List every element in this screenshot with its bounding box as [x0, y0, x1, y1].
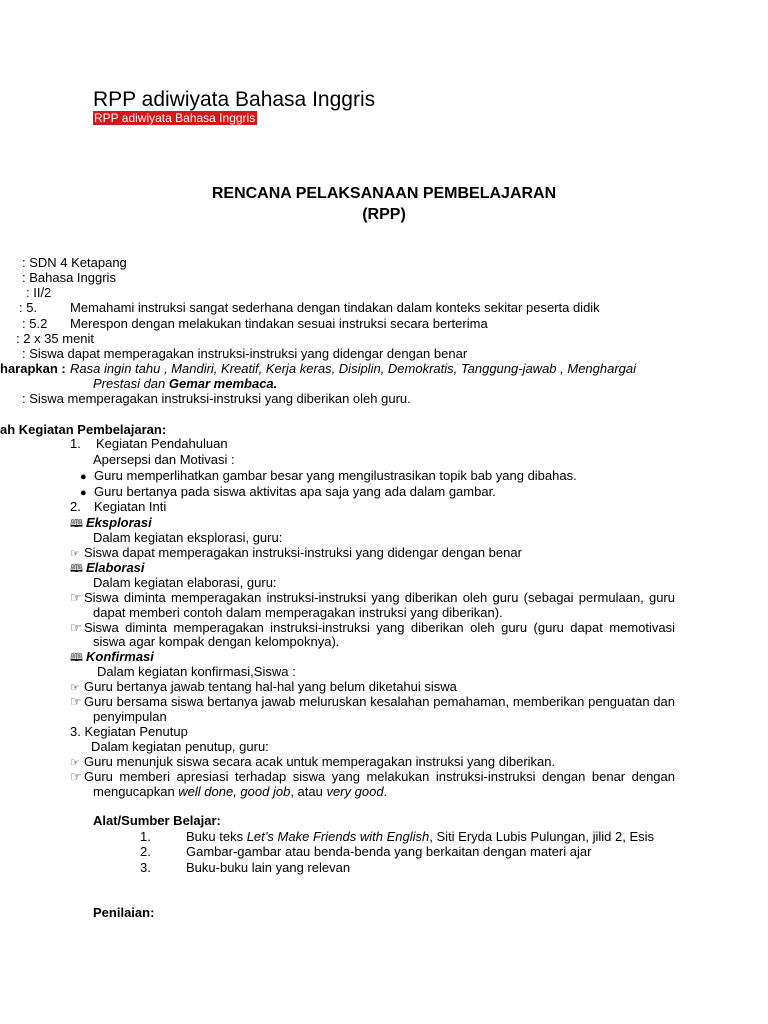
- confirmation-item-2-cont: penyimpulan: [93, 709, 167, 724]
- character-values-2: [93, 376, 277, 391]
- document-sublabel[interactable]: RPP adiwiyata Bahasa Inggris: [94, 111, 256, 125]
- bullet-text: Guru memperlihatkan gambar besar yang mengilustrasikan topik bab yang dibahas.: [94, 468, 577, 483]
- document-title: RPP adiwiyata Bahasa Inggris: [93, 88, 376, 111]
- exploration-intro: Dalam kegiatan eksplorasi, guru:: [93, 530, 283, 545]
- bullet-text: Guru bertanya pada siswa aktivitas apa saja yang ada dalam gambar.: [94, 484, 496, 499]
- steps-title: ah Kegiatan Pembelajaran:: [0, 422, 167, 437]
- pointing-hand-icon: ☞: [70, 548, 80, 560]
- class-value: : II/2: [26, 285, 52, 300]
- time-value: : 2 x 35 menit: [16, 331, 95, 346]
- text-segment: Buku teks: [186, 829, 247, 844]
- elaboration-item-2: Siswa diminta memperagakan instruksi-instruksi yang diberikan oleh guru (guru dapat memotivasi: [84, 620, 675, 635]
- book-icon: 🕮: [70, 518, 83, 530]
- resource-3: Buku-buku lain yang relevan: [186, 860, 351, 875]
- elaboration-intro: Dalam kegiatan elaborasi, guru:: [93, 575, 277, 590]
- elaboration-item-1-cont: dapat memberi contoh dalam memperagakan instruksi yang diberikan).: [93, 605, 503, 620]
- confirmation-intro: Dalam kegiatan konfirmasi,Siswa :: [97, 664, 296, 679]
- indicator-value: : Siswa dapat memperagakan instruksi-instruksi yang didengar dengan benar: [22, 346, 468, 361]
- character-label: harapkan :: [0, 361, 66, 376]
- confirmation-title: Konfirmasi: [86, 649, 154, 664]
- text-segment: , atau: [290, 784, 327, 799]
- elaboration-title: Elaborasi: [86, 560, 145, 575]
- item-text: Guru menunjuk siswa secara acak untuk memperagakan instruksi yang diberikan.: [84, 754, 556, 769]
- italic-phrase: well done, good job: [178, 784, 291, 799]
- main-heading-rpp: (RPP): [362, 206, 406, 223]
- step1-title: Kegiatan Pendahuluan: [96, 436, 228, 451]
- step2-title: Kegiatan Inti: [94, 499, 167, 514]
- resource-2-number: 2.: [140, 844, 151, 859]
- closing-intro: Dalam kegiatan penutup, guru:: [91, 739, 269, 754]
- resource-1-number: 1.: [140, 829, 151, 844]
- standard-number: : 5.: [19, 300, 38, 315]
- step3-title: 3. Kegiatan Penutup: [70, 724, 188, 739]
- competency-text: Merespon dengan melakukan tindakan sesuai instruksi secara berterima: [70, 316, 488, 331]
- bullet-icon: ●: [80, 487, 87, 499]
- pointing-hand-icon: ☞: [70, 590, 82, 605]
- exploration-title: Eksplorasi: [86, 515, 152, 530]
- text-segment: .: [383, 784, 388, 799]
- book-title: Let’s Make Friends with English: [246, 829, 430, 844]
- elaboration-item-1: Siswa diminta memperagakan instruksi-instruksi yang diberikan oleh guru (sebagai permulaan, guru: [84, 590, 675, 605]
- text-segment: mengucapkan: [93, 784, 179, 799]
- closing-item-2-cont: [93, 784, 387, 799]
- pointing-hand-icon: ☞: [70, 682, 80, 694]
- standard-text: Memahami instruksi sangat sederhana dengan tindakan dalam konteks sekitar peserta didik: [70, 300, 600, 315]
- resource-3-number: 3.: [140, 860, 151, 875]
- pointing-hand-icon: ☞: [70, 769, 82, 784]
- pointing-hand-icon: ☞: [70, 757, 80, 769]
- competency-number: : 5.2: [22, 316, 48, 331]
- character-line2-b: Gemar membaca.: [168, 376, 278, 391]
- resource-1: [186, 829, 654, 844]
- pointing-hand-icon: ☞: [70, 694, 82, 709]
- step2-number: 2.: [70, 499, 81, 514]
- pointing-hand-icon: ☞: [70, 620, 82, 635]
- closing-item-2: Guru memberi apresiasi terhadap siswa yang melakukan instruksi-instruksi dengan benar dengan: [84, 769, 675, 784]
- text-segment: , Siti Eryda Lubis Pulungan, jilid 2, Esis: [429, 829, 655, 844]
- main-heading: RENCANA PELAKSANAAN PEMBELAJARAN: [211, 185, 557, 202]
- item-text: Guru bertanya jawab tentang hal-hal yang belum diketahui siswa: [84, 679, 457, 694]
- subject-value: : Bahasa Inggris: [22, 270, 116, 285]
- character-values: Rasa ingin tahu , Mandiri, Kreatif, Kerja keras, Disiplin, Demokratis, Tanggung-jawab , Menghargai: [70, 361, 637, 376]
- book-icon: 🕮: [70, 652, 83, 664]
- character-line2-a: Prestasi dan: [93, 376, 169, 391]
- step1-bullet-1: [80, 468, 577, 485]
- school-value: : SDN 4 Ketapang: [22, 255, 127, 270]
- italic-phrase: very good: [326, 784, 384, 799]
- elaboration-item-2-cont: siswa agar kompak dengan kelompoknya).: [93, 634, 340, 649]
- resources-title: Alat/Sumber Belajar:: [93, 813, 221, 828]
- step1-number: 1.: [70, 436, 81, 451]
- confirmation-item-2: Guru bersama siswa bertanya jawab meluruskan kesalahan pemahaman, memberikan penguatan dan: [84, 694, 675, 709]
- resource-2: Gambar-gambar atau benda-benda yang berkaitan dengan materi ajar: [186, 844, 592, 859]
- book-icon: 🕮: [70, 563, 83, 575]
- assessment-title: Penilaian:: [93, 905, 155, 920]
- step1-subtitle: Apersepsi dan Motivasi :: [93, 452, 235, 467]
- goal-value: : Siswa memperagakan instruksi-instruksi yang diberikan oleh guru.: [22, 391, 411, 406]
- item-text: Siswa dapat memperagakan instruksi-instruksi yang didengar dengan benar: [84, 545, 522, 560]
- bullet-icon: ●: [80, 471, 87, 483]
